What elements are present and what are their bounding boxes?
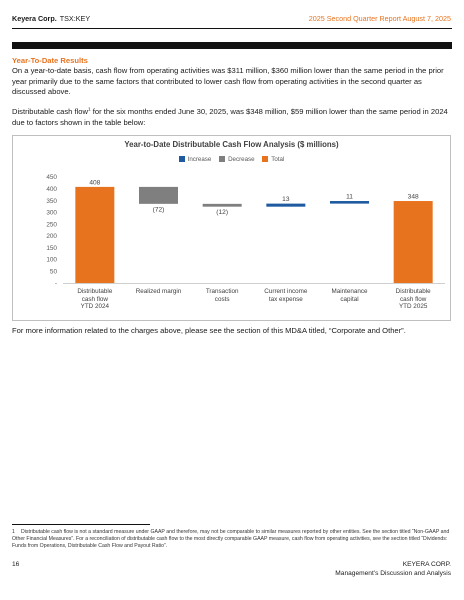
- page-number: 16: [12, 561, 20, 568]
- category-label-line: Current income: [264, 288, 308, 295]
- bar-increase: [330, 201, 369, 204]
- footer-company: KEYERA CORP.: [402, 561, 451, 568]
- category-label-line: cash flow: [400, 295, 427, 303]
- y-tick-label: 150: [46, 244, 57, 252]
- operating-cash-flow-paragraph: On a year-to-date basis, cash flow from operating activities was $311 million, $360 million lower than the same period in the prior year primarily due to the same factors that contributed to lower cash flow from operating activities in the second quarter as discussed above.: [12, 66, 444, 97]
- y-tick-label: 400: [46, 185, 57, 193]
- category-label-line: YTD 2024: [80, 303, 109, 311]
- category-label: [385, 288, 441, 311]
- report-title: 2025 Second Quarter Report August 7, 2025: [308, 14, 451, 23]
- y-tick-label: -: [54, 280, 57, 288]
- legend-increase-label: Increase: [187, 156, 212, 163]
- bar-decrease: [139, 187, 178, 204]
- footnote-number: 1: [12, 529, 15, 535]
- footnote-reference: 1: [87, 107, 91, 113]
- category-label: [322, 288, 378, 303]
- category-label: [258, 288, 314, 303]
- category-label-line: YTD 2025: [398, 303, 428, 311]
- section-title: Year-To-Date Results: [12, 56, 88, 65]
- data-label: 13: [282, 196, 290, 204]
- y-tick-label: 450: [46, 174, 57, 182]
- category-label: [131, 288, 187, 296]
- footnote-text: Distributable cash flow is not a standard measure under GAAP and therefore, may not be comparable to similar measures reported by other entities. See the section titled “Non-GAAP and Other Financial Measures”. For a reconciliation of distributable cash flow to the most directly comparable GAAP measure, cash flow from operating activities, see the section titled “Dividends: Funds from Operations, Distributable Cash Flow and Payout Ratio”.: [12, 529, 450, 550]
- category-label: [67, 288, 123, 311]
- category-label-line: capital: [340, 295, 359, 303]
- y-tick-label: 50: [49, 268, 57, 276]
- category-label-line: Maintenance: [331, 288, 368, 295]
- category-label-line: tax expense: [268, 295, 303, 303]
- category-label-line: Distributable: [77, 288, 113, 295]
- footnote: [12, 529, 454, 551]
- y-tick-label: 200: [46, 233, 57, 241]
- data-label: 348: [407, 193, 419, 201]
- y-tick-label: 300: [46, 209, 57, 217]
- category-label-line: Realized margin: [135, 288, 182, 295]
- y-tick-label: 350: [46, 197, 57, 205]
- bar-increase: [266, 204, 305, 207]
- y-tick-label: 250: [46, 221, 57, 229]
- legend-decrease-label: Decrease: [228, 156, 255, 163]
- data-label: 11: [346, 193, 353, 201]
- bar-decrease: [203, 204, 242, 207]
- legend-total-label: Total: [271, 156, 285, 163]
- category-label: [194, 288, 250, 303]
- category-label-line: Distributable: [395, 288, 431, 295]
- y-tick-label: 100: [46, 256, 57, 264]
- dcf-lead-text: Distributable cash flow: [12, 107, 88, 116]
- data-label: (12): [216, 209, 229, 217]
- footer-right: [335, 561, 451, 578]
- data-label: (72): [152, 206, 165, 214]
- chart-title: Year-to-Date Distributable Cash Flow Analysis ($ millions): [124, 140, 339, 149]
- bar-total: [75, 187, 114, 283]
- data-label: 408: [89, 179, 101, 187]
- category-label-line: Transaction: [205, 288, 239, 295]
- ticker: TSX:KEY: [59, 14, 91, 23]
- footnote-rule: [12, 524, 150, 525]
- company-name: Keyera Corp.: [12, 14, 57, 23]
- dcf-rest-text: for the six months ended June 30, 2025, was $348 million, $59 million lower than the same period in 2024 due to factors shown in the table below:: [12, 107, 448, 127]
- bar-total: [394, 201, 433, 283]
- category-label-line: costs: [214, 295, 230, 303]
- more-info-paragraph: For more information related to the charges above, please see the section of this MD&A titled, “Corporate and Other”.: [12, 326, 406, 335]
- footer-document: Management’s Discussion and Analysis: [335, 569, 451, 577]
- category-label-line: cash flow: [81, 295, 108, 303]
